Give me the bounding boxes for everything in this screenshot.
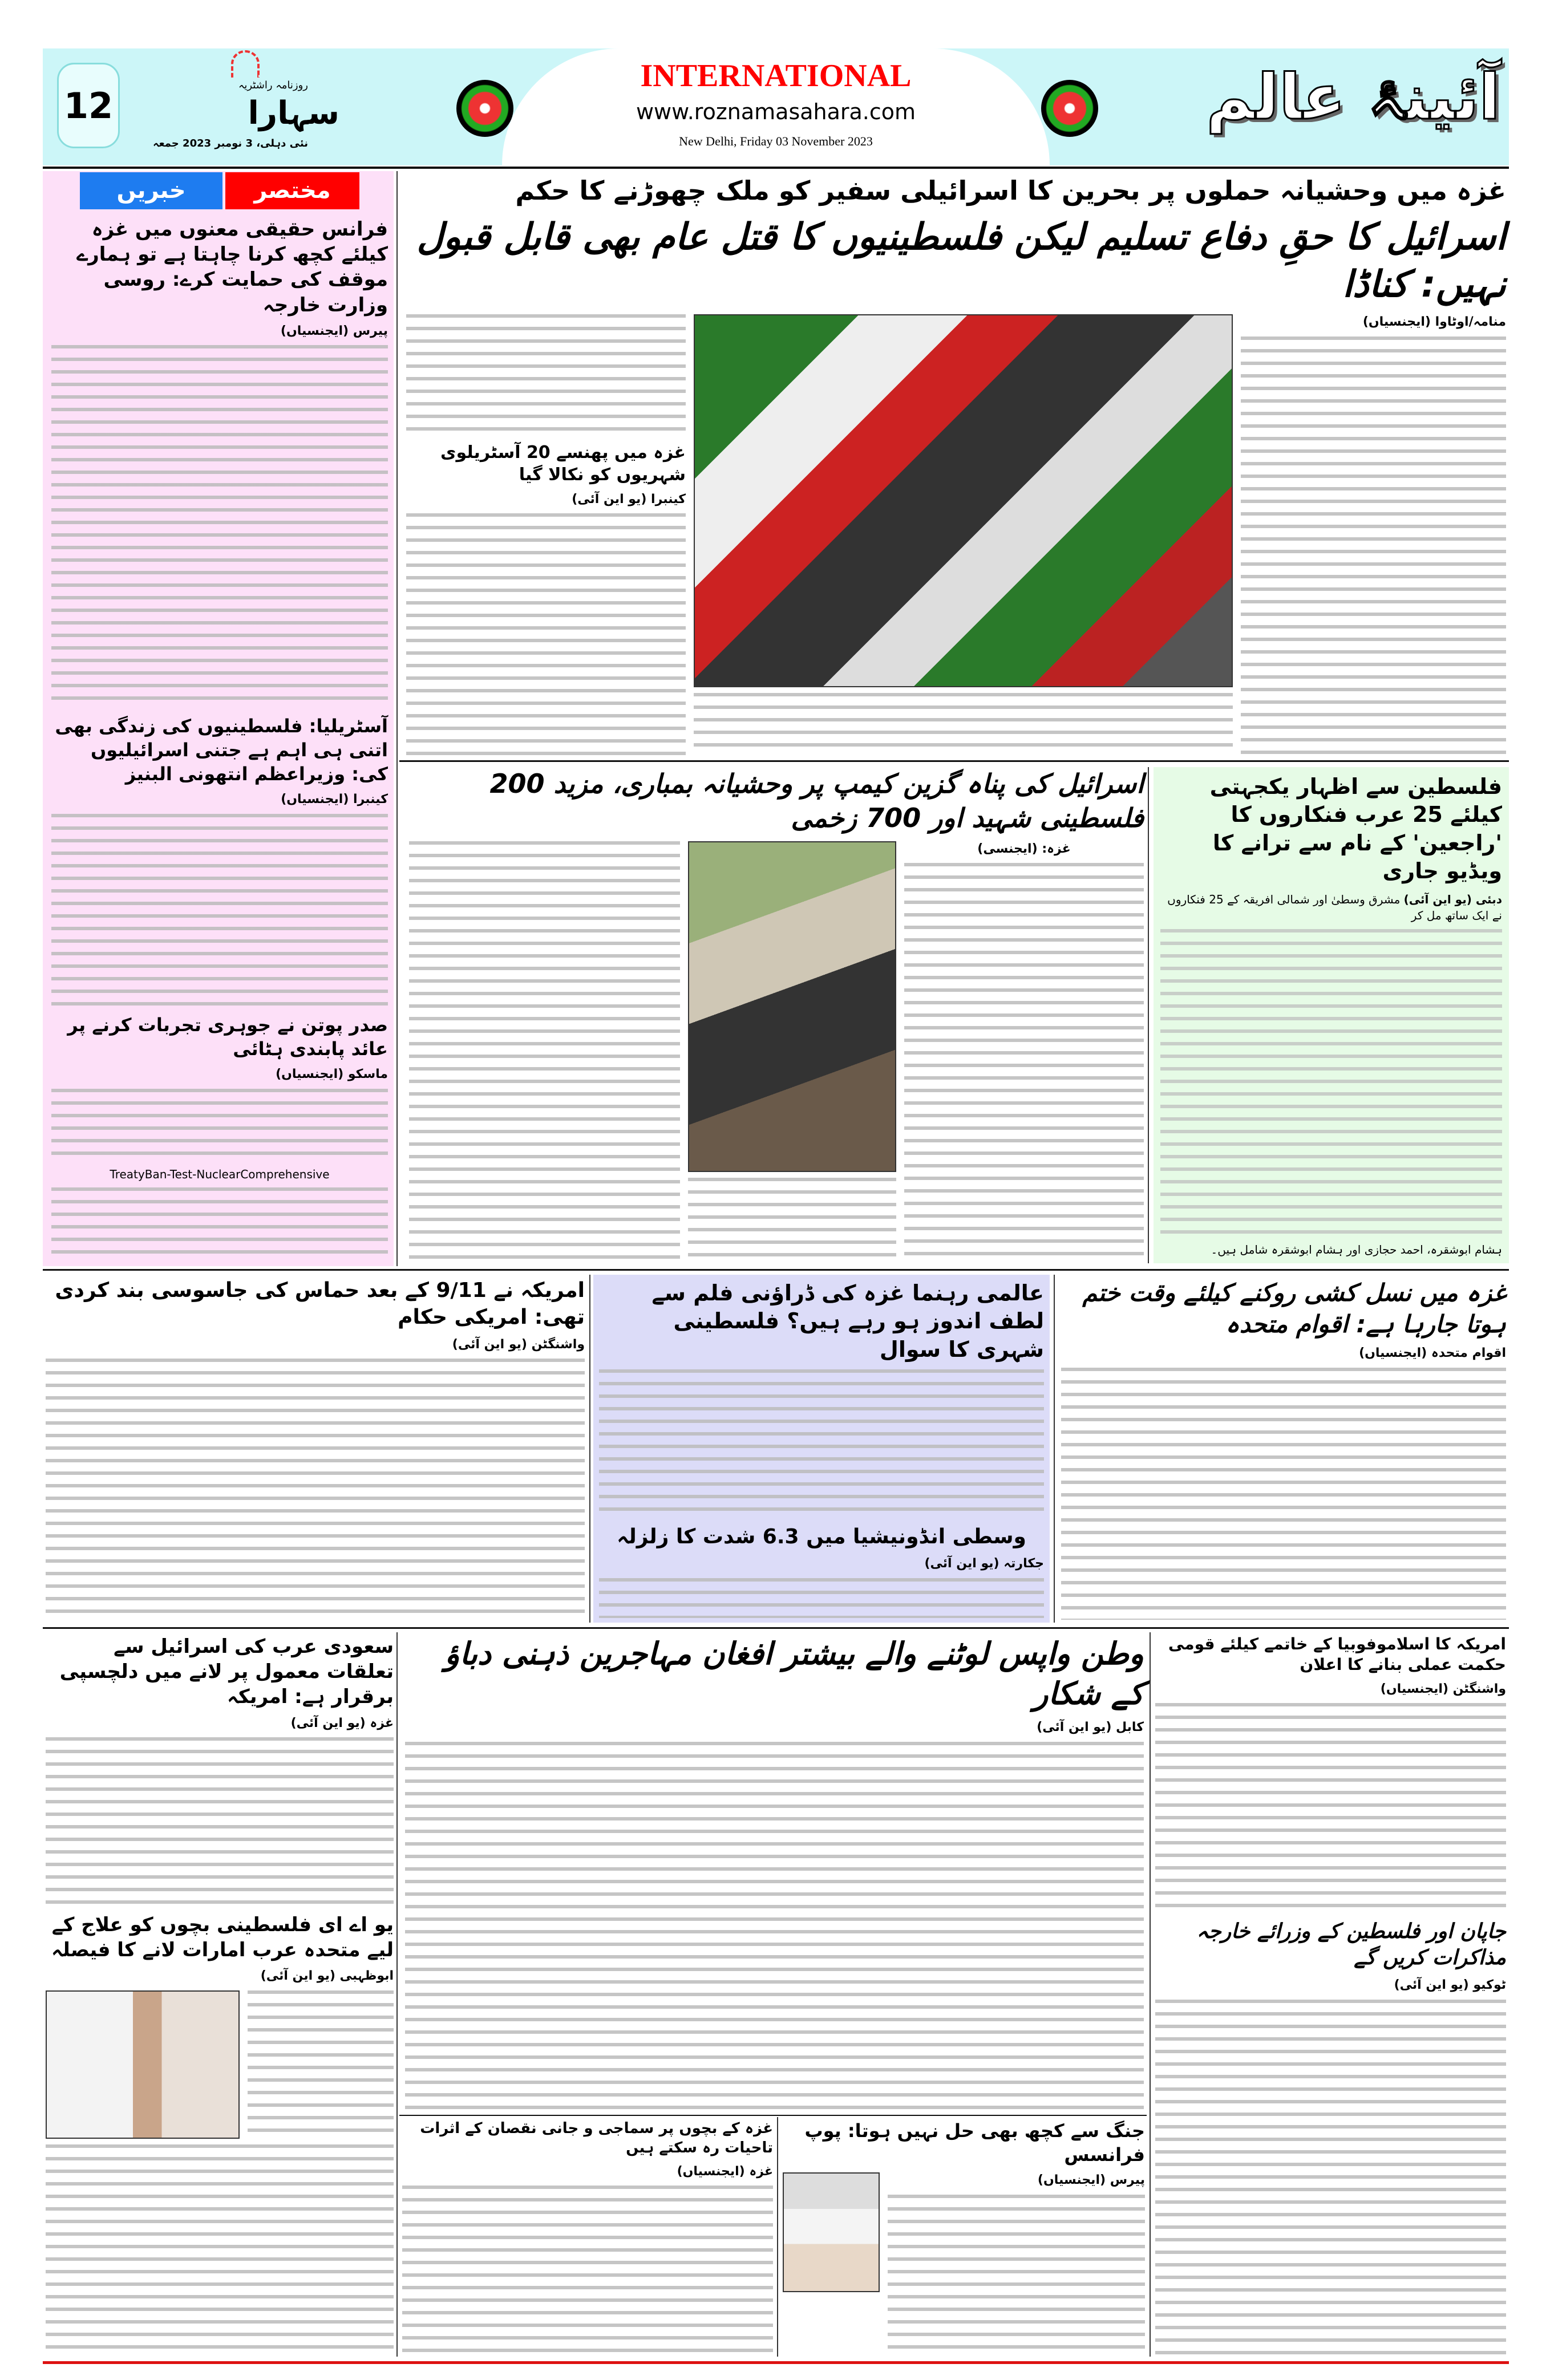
- article-body: [694, 693, 1233, 756]
- camp-story: [405, 767, 1144, 1263]
- left-bottom-column: [46, 1634, 394, 2355]
- drama-headline[interactable]: عالمی رہنما غزہ کی ڈراؤنی فلم سے لطف اندوز ہو رہے ہیں؟ فلسطینی شہری کا سوال: [651, 1280, 1044, 1362]
- artists-box: [1154, 767, 1509, 1263]
- brief-stories: [51, 217, 388, 1260]
- brief-tag-blue: خبریں: [80, 172, 222, 209]
- pope-headline[interactable]: جنگ سے کچھ بھی حل نہیں ہوتا: پوپ فرانسس: [804, 2120, 1145, 2166]
- article-body: [1155, 1703, 1506, 1912]
- saudi-byline: غزہ (یو این آئی): [290, 1716, 394, 1730]
- saudi-headline[interactable]: سعودی عرب کی اسرائیل سے تعلقات معمول پر لانے میں دلچسپی برقرار ہے: امریکہ: [59, 1635, 394, 1709]
- article-body: [1155, 2000, 1506, 2355]
- un-story: [1061, 1278, 1506, 1620]
- article-body: [46, 1737, 394, 1906]
- article-body: [51, 814, 388, 1008]
- article-body: [405, 1742, 1144, 2110]
- article-body: [688, 1178, 896, 1263]
- divider: [589, 1275, 590, 1623]
- section-title-urdu: آئینۂ عالم: [1206, 60, 1500, 133]
- camp-photo-mourners: [688, 841, 896, 1172]
- article-body: [406, 314, 686, 435]
- article-body: [406, 513, 686, 756]
- artists-headline[interactable]: فلسطین سے اظہار یکجہتی کیلئے 25 عرب فنکاروں کا 'راجعین' کے نام سے ترانے کا ویڈیو جاری: [1209, 774, 1502, 884]
- brief-byline: کینبرا (ایجنسیاں): [281, 792, 388, 807]
- article-body: [888, 2195, 1145, 2356]
- divider: [43, 1269, 1509, 1271]
- quake-headline[interactable]: وسطی انڈونیشیا میں 6.3 شدت کا زلزلہ: [617, 1525, 1026, 1548]
- quake-byline: جکارتہ (یو این آئی): [924, 1556, 1044, 1571]
- article-body: [904, 863, 1144, 1263]
- pope-byline: پیرس (ایجنسیاں): [1037, 2173, 1145, 2188]
- islamophobia-byline: واشنگٹن (ایجنسیاں): [1380, 1681, 1506, 1696]
- children-byline: غزہ (ایجنسیاں): [677, 2164, 773, 2179]
- article-body: [1061, 1368, 1506, 1620]
- website-link[interactable]: www.roznamasahara.com: [636, 99, 916, 124]
- drama-box: [593, 1275, 1050, 1623]
- camp-byline: غزہ: (ایجنسی): [977, 841, 1071, 856]
- hamas-story: [46, 1278, 585, 1620]
- sub-byline: کینبرا (یو این آئی): [572, 492, 686, 506]
- divider: [1054, 1275, 1055, 1623]
- artists-lead-line: [1160, 891, 1502, 923]
- article-body: [1241, 336, 1506, 756]
- lead-headline[interactable]: اسرائیل کا حقِ دفاع تسلیم لیکن فلسطینیوں کا قتل عام بھی قابل قبول نہیں: کناڈا: [416, 216, 1506, 306]
- camp-headline[interactable]: اسرائیل کی پناہ گزین کیمپ پر وحشیانہ بمباری، مزید 200 فلسطینی شہید اور 700 زخمی: [489, 768, 1144, 833]
- un-headline[interactable]: غزہ میں نسل کشی روکنے کیلئے وقت ختم ہوتا جارہا ہے: اقوام متحدہ: [1082, 1279, 1506, 1338]
- paper-tag: روزنامہ راشٹریہ: [238, 79, 308, 91]
- artists-lead-text: مشرق وسطیٰ اور شمالی افریقہ کے 25 فنکاروں نے ایک ساتھ مل کر: [1167, 892, 1502, 922]
- afghan-byline: کابل (یو این آئی): [1037, 1720, 1144, 1735]
- islamophobia-headline[interactable]: امریکہ کا اسلاموفوبیا کے خاتمے کیلئے قومی حکمت عملی بنانے کا اعلان: [1168, 1635, 1506, 1674]
- afghan-story: [405, 1634, 1144, 2110]
- lead-kicker[interactable]: غزہ میں وحشیانہ حملوں پر بحرین کا اسرائیلی سفیر کو ملک چھوڑنے کا حکم: [515, 175, 1506, 206]
- paper-date: نئی دہلی، 3 نومبر 2023 جمعہ: [153, 137, 308, 149]
- divider: [399, 760, 1509, 762]
- brief-byline: پیرس (ایجنسیاں): [280, 323, 388, 338]
- brief-headline[interactable]: صدر پوتن نے جوہری تجربات کرنے پر عائد پابندی ہٹائی: [67, 1014, 388, 1060]
- lead-story: [405, 174, 1506, 756]
- article-body: [402, 2186, 773, 2356]
- lead-byline: منامہ/اوٹاوا (ایجنسیاں): [1362, 315, 1506, 330]
- uae-headline[interactable]: یو اے ای فلسطینی بچوں کو علاج کے لیے متحدہ عرب امارات لانے کا فیصلہ: [51, 1913, 394, 1961]
- artists-byline: دبئی (یو این آئی): [1403, 892, 1502, 906]
- article-body: [599, 1369, 1044, 1518]
- divider: [396, 171, 398, 1266]
- divider: [1150, 1632, 1151, 2357]
- article-body: [599, 1578, 1044, 1618]
- divider: [43, 167, 1509, 169]
- brief-byline: ماسکو (ایجنسیاں): [276, 1067, 388, 1082]
- afghan-headline[interactable]: وطن واپس لوٹنے والے بیشتر افغان مہاجرین ذہنی دباؤ کے شکار: [444, 1636, 1144, 1712]
- article-body: [409, 841, 680, 1263]
- lead-subheadline[interactable]: غزہ میں پھنسے 20 آسٹریلوی شہریوں کو نکالا گیا: [440, 442, 686, 485]
- section-title: INTERNATIONAL: [640, 58, 912, 94]
- hamas-byline: واشنگٹن (یو این آئی): [452, 1337, 585, 1352]
- anniversary-logo-icon: [231, 50, 260, 78]
- article-body: [46, 1359, 585, 1620]
- emblem-icon: [456, 80, 513, 137]
- japan-byline: ٹوکیو (یو این آئی): [1394, 1978, 1506, 1993]
- brief-headline[interactable]: آسٹریلیا: فلسطینیوں کی زندگی بھی اتنی ہی اہم ہے جتنی اسرائیلیوں کی: وزیراعظم انتھونی البنیز: [55, 715, 388, 785]
- hamas-headline[interactable]: امریکہ نے 9/11 کے بعد حماس کی جاسوسی بند کردی تھی: امریکی حکام: [55, 1279, 585, 1329]
- divider: [396, 1632, 398, 2357]
- article-body: [1160, 929, 1502, 1236]
- article-body: [51, 1089, 388, 1162]
- lead-photo-protest: [694, 314, 1233, 687]
- uae-photo-leader-child: [46, 1990, 240, 2139]
- right-bottom-column: [1155, 1634, 1506, 2355]
- article-body: [248, 1990, 394, 2139]
- children-headline[interactable]: غزہ کے بچوں پر سماجی و جانی نقصان کے اثرات تاحیات رہ سکتے ہیں: [420, 2120, 773, 2156]
- article-body: [51, 1187, 388, 1260]
- pope-story: [783, 2119, 1145, 2356]
- divider: [777, 2117, 778, 2357]
- brief-tag-red: مختصر: [225, 172, 359, 209]
- children-story: [402, 2119, 773, 2356]
- treaty-text: TreatyBan-Test-NuclearComprehensive: [110, 1167, 330, 1182]
- dateline: New Delhi, Friday 03 November 2023: [679, 134, 873, 148]
- uae-byline: ابوظہبی (یو این آئی): [260, 1968, 394, 1983]
- page-number-badge: 12: [57, 63, 120, 148]
- un-byline: اقوام متحدہ (ایجنسیاں): [1359, 1346, 1506, 1361]
- artists-last-line: ہشام ابوشقرہ، احمد حجازی اور ہشام ابوشقرہ شامل ہیں۔: [1211, 1243, 1502, 1256]
- bottom-rule: [43, 2361, 1509, 2364]
- brief-headline[interactable]: فرانس حقیقی معنوں میں غزہ کیلئے کچھ کرنا چاہتا ہے تو ہمارے موقف کی حمایت کرے: روسی وزارت خارجہ: [76, 218, 388, 317]
- divider: [399, 2115, 1147, 2116]
- divider: [43, 1627, 1509, 1629]
- emblem-icon: [1041, 80, 1098, 137]
- paper-logo: سہارا: [248, 95, 339, 132]
- article-body: [46, 2144, 394, 2355]
- divider: [1148, 767, 1149, 1263]
- japan-headline[interactable]: جاپان اور فلسطین کے وزرائے خارجہ مذاکرات کریں گے: [1196, 1919, 1506, 1970]
- article-body: [51, 345, 388, 709]
- pope-photo: [783, 2172, 880, 2292]
